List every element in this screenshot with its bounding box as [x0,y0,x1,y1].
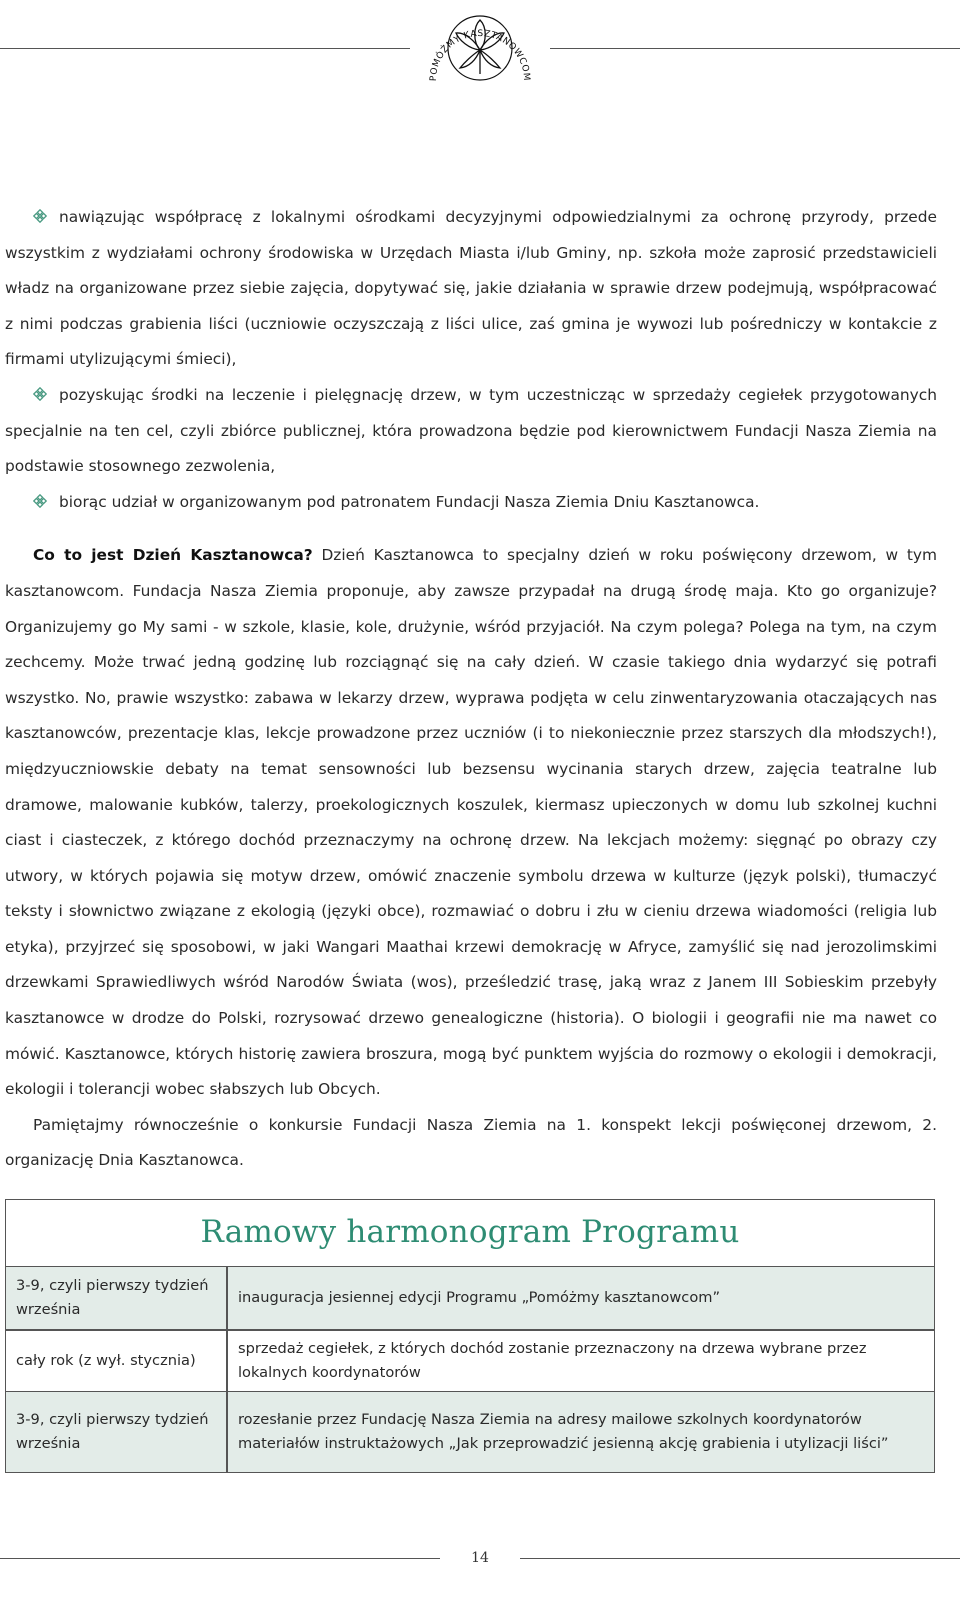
bullet-item [5,485,937,521]
bullet-text: biorąc udział w organizowanym pod patronatem Fundacji Nasza Ziemia Dniu Kasztanowca. [59,492,760,511]
header-rule-left [0,48,410,49]
chestnut-leaf-icon [456,20,504,74]
logo-text: POMÓŻMY KASZTANOWCOM [428,28,532,82]
diamond-bullet-icon [33,209,47,223]
closing-paragraph: Pamiętajmy równocześnie o konkursie Fundacji Nasza Ziemia na 1. konspekt lekcji poświęconej drzewom, 2. organizację Dnia Kasztanowca. [5,1115,937,1170]
schedule-what: sprzedaż cegiełek, z których dochód zostanie przeznaczony na drzewa wybrane przez lokalnych koordynatorów [238,1339,867,1381]
table-column-divider [226,1266,228,1472]
schedule-table [5,1199,935,1473]
main-content [5,200,937,1179]
section-question: Co to jest Dzień Kasztanowca? [33,546,313,565]
schedule-what: inauguracja jesiennej edycji Programu „Pomóżmy kasztanowcom” [238,1289,721,1306]
header-rule-right [550,48,960,49]
bullet-item [5,378,937,485]
page-number: 14 [471,1550,489,1566]
diamond-bullet-icon [33,494,47,508]
section-body: Dzień Kasztanowca to specjalny dzień w roku poświęcony drzewom, w tym kasztanowcom. Fundacja Nasza Ziemia proponuje, aby zawsze przypadał na drugą środę maja. Kto go organizuje? Organizujemy go My sami - w szkole, klasie, kole, drużynie, wśród przyjaciół. Na czym polega? Polega na tym, na czym zechcemy. Może trwać jedną godzinę lub rozciągnąć się na cały dzień. W czasie takiego dnia wydarzyć się potrafi wszystko. No, prawie wszystko: zabawa w lekarzy drzew, wyprawa podjęta w celu zinwentaryzowania otaczających nas kasztanowców, prezentacje klas, lekcje prowadzone przez uczniów (i to niekoniecznie przez starszych dla młodszych!), międzyuczniowskie debaty na temat sensowności lub bezsensu wycinania starych drzew, zajęcia teatralne lub dramowe, malowanie kubków, talerzy, proekologicznych koszulek, kiermasz upieczonych w domu lub szkolnej kuchni ciast i ciasteczek, z którego dochód przeznaczymy na ochronę drzew. Na lekcjach możemy: sięgnąć po obrazy czy utwory, w których pojawia się motyw drzew, omówić znaczenie symbolu drzewa w kulturze (język polski), tłumaczyć teksty i słownictwo związane z ekologią (języki obce), rozmawiać o dobru i złu w cieniu drzewa wiadomości (religia lub etyka), przyjrzeć się sposobowi, w jaki Wangari Maathai krzewi demokrację w Afryce, zamyślić się nad jerozolimskimi drzewkami Sprawiedliwych wśród Narodów Świata (wos), prześledzić trasę, jaką wraz z Janem III Sobieskim przebyły kasztanowce w drodze do Polski, rozrysować drzewo genealogiczne (historia). O biologii i geografii nie ma nawet co mówić. Kasztanowce, których historię zawiera broszura, mogą być punktem wyjścia do rozmowy o ekologii i demokracji, ekologii i tolerancji wobec słabszych lub Obcych. [5,546,937,1099]
bullet-text: pozyskując środki na leczenie i pielęgnację drzew, w tym uczestnicząc w sprzedaży cegiełek przygotowanych specjalnie na ten cel, czyli zbiórce publicznej, która prowadzona będzie pod kierownictwem Fundacji Nasza Ziemia na podstawie stosownego zezwolenia, [5,385,937,476]
logo [414,0,546,96]
table-row [6,1330,934,1391]
schedule-when: 3-9, czyli pierwszy tydzień września [16,1277,209,1318]
bullet-item [5,200,937,378]
table-row [6,1267,934,1329]
schedule-title: Ramowy harmonogram Programu [200,1214,740,1250]
table-row [6,1392,934,1472]
section-paragraph [5,538,937,1108]
bullet-text: nawiązując współpracę z lokalnymi ośrodkami decyzyjnymi odpowiedzialnymi za ochronę przyrody, przede wszystkim z wydziałami ochrony środowiska w Urzędach Miasta i/lub Gminy, np. szkoła może zaprosić przedstawicieli władz na organizowane przez siebie zajęcia, dopytywać się, jakie działania w sprawie drzew podejmują, współpracować z nimi podczas grabienia liści (uczniowie oczyszczają z liści ulice, zaś gmina je wywozi lub pośredniczy w kontakcie z firmami utylizującymi śmieci), [5,208,937,369]
schedule-what: rozesłanie przez Fundację Nasza Ziemia na adresy mailowe szkolnych koordynatorów materiałów instruktażowych „Jak przeprowadzić jesienną akcję grabienia i utylizacji liści” [238,1411,889,1452]
diamond-bullet-icon [33,387,47,401]
schedule-when: 3-9, czyli pierwszy tydzień września [16,1411,209,1452]
schedule-when: cały rok (z wył. stycznia) [16,1351,196,1369]
